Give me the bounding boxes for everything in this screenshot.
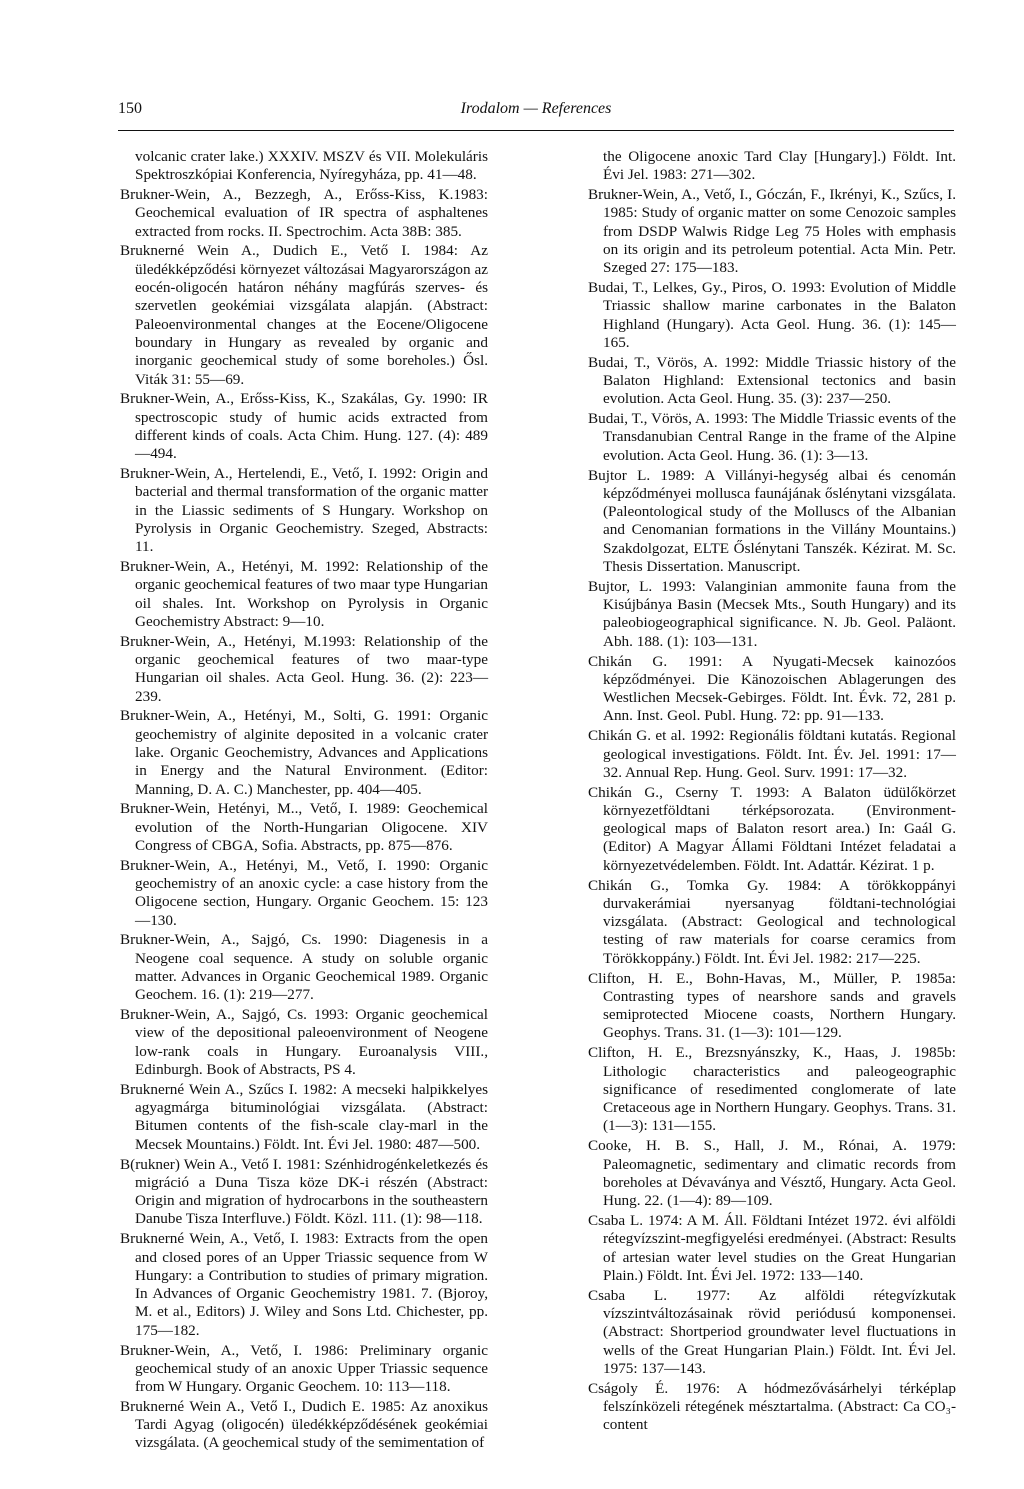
reference-entry: Bujtor, L. 1993: Valanginian ammonite fauna from the Kisújbánya Basin (Mecsek Mts., South Hungary) and its paleobiogeographical significance. N. Jb. Geol. Paläont. Abh. 188. (1): 103—131. (588, 577, 956, 650)
reference-entry: Brukner-Wein, Hetényi, M.., Vető, I. 1989: Geochemical evolution of the North-Hungarian Oligocene. XIV Congress of CBGA, Sofia. Abstracts, pp. 875—876. (120, 800, 488, 854)
reference-entry: Clifton, H. E., Brezsnyánszky, K., Haas, J. 1985b: Lithologic characteristics and paleogeographic significance of resedimented conglomerate of late Cretaceous age in Northern Hungary. Geophys. Trans. 31. (1—3): 131—155. (588, 1044, 956, 1135)
reference-entry: Brukner-Wein, A., Vető, I., Góczán, F., Ikrényi, K., Szűcs, I. 1985: Study of organic matter on some Cenozoic samples from DSDP Walwis Ridge Leg 75 Holes with emphasis on its origin and its petroleum potential. Acta Min. Petr. Szeged 27: 175—183. (588, 186, 956, 277)
reference-entry: Bruknerné Wein A., Dudich E., Vető I. 1984: Az üledékképződési környezet változásai Magyarországon az eocén-oligocén határon néhány magfúrás szerves- és szervetlen geokémiai vizsgálata alapján. (Abstract: Paleoenvironmental changes at the Eocene/Oligocene boundary in Hungary as revealed by organic and inorganic geochemical study of some boreholes.) Ősl. Viták 31: 55—69. (120, 242, 488, 388)
reference-column-left (120, 148, 488, 1454)
reference-entry: Brukner-Wein, A., Hetényi, M. 1992: Relationship of the organic geochemical features of two maar type Hungarian oil shales. Int. Workshop on Pyrolysis in Organic Geochemistry Abstract: 9—10. (120, 558, 488, 630)
reference-entry: B(rukner) Wein A., Vető I. 1981: Szénhidrogénkeletkezés és migráció a Duna Tisza köze DK-i részén (Abstract: Origin and migration of hydrocarbons in the southeastern Danube Tisza Interfluve.) Földt. Közl. 111. (1): 98—118. (120, 1155, 488, 1228)
reference-entry: Csaba L. 1977: Az alföldi rétegvízkutak vízszintváltozásainak rövid periódusú komponensei. (Abstract: Shortperiod groundwater level fluctuations in wells of the Great Hungarian Plain.) Földt. Int. Évi Jel. 1975: 137—143. (588, 1286, 956, 1377)
reference-entry: Brukner-Wein, A., Sajgó, Cs. 1993: Organic geochemical view of the depositional paleoenvironment of Neogene low-rank coals in Hungary. Euroanalysis VIII., Edinburgh. Book of Abstracts, PS 4. (120, 1006, 488, 1079)
header-rule (118, 130, 954, 131)
reference-entry: Clifton, H. E., Bohn-Havas, M., Müller, P. 1985a: Contrasting types of nearshore sands and gravels semiprotected Miocene coasts, Northern Hungary. Geophys. Trans. 31. (1—3): 101—129. (588, 969, 956, 1042)
reference-entry: Chikán G., Cserny T. 1993: A Balaton üdülőkörzet környezetföldtani térképsorozata. (Environment-geological maps of Balaton resort area.) In: Gaál G. (Editor) A Magyar Állami Földtani Intézet feladatai a környezetvédelemben. Földt. Int. Adattár. Kézirat. 1 p. (588, 783, 956, 874)
reference-entry: Brukner-Wein, A., Hertelendi, E., Vető, I. 1992: Origin and bacterial and thermal transformation of the organic matter in the Liassic sediments of S Hungary. Workshop on Pyrolysis in Organic Geochemistry. Szeged, Abstracts: 11. (120, 465, 488, 556)
reference-entry: Brukner-Wein, A., Sajgó, Cs. 1990: Diagenesis in a Neogene coal sequence. A study on soluble organic matter. Advances in Organic Geochemical 1989. Organic Geochem. 16. (1): 219—277. (120, 931, 488, 1004)
reference-entry: Cooke, H. B. S., Hall, J. M., Rónai, A. 1979: Paleomagnetic, sedimentary and climatic records from boreholes at Dévaványa and Vésztő, Hungary. Acta Geol. Hung. 22. (1—4): 89—109. (588, 1137, 956, 1210)
reference-entry: Chikán G. 1991: A Nyugati-Mecsek kainozóos képződményei. Die Känozoischen Ablagerungen des Westlichen Mecsek-Gebirges. Földt. Int. Évk. 72, 281 p. Ann. Inst. Geol. Publ. Hung. 72: pp. 91—133. (588, 652, 956, 725)
reference-entry: Bruknerné Wein, A., Vető, I. 1983: Extracts from the open and closed pores of an Upper Triassic sequence from W Hungary: a Contribution to studies of primary migration. In Advances of Organic Geochemistry 1981. 7. (Bjoroy, M. et al., Editors) J. Wiley and Sons Ltd. Chichester, pp. 175—182. (120, 1230, 488, 1339)
reference-entry: Csaba L. 1974: A M. Áll. Földtani Intézet 1972. évi alföldi rétegvízszint-megfigyelési eredményei. (Abstract: Results of artesian water level studies on the Great Hungarian Plain.) Földt. Int. Évi Jel. 1972: 133—140. (588, 1211, 956, 1284)
reference-entry: Bruknerné Wein A., Szűcs I. 1982: A mecseki halpikkelyes agyagmárga bituminológiai vizsgálata. (Abstract: Bitumen contents of the fish-scale clay-marl in the Mecsek Mountains.) Földt. Int. Évi Jel. 1980: 487—500. (120, 1080, 488, 1153)
reference-entry: Cságoly É. 1976: A hódmezővásárhelyi térképlap felszínközeli rétegének mésztartalma. (Abstract: Ca CO₃-content (588, 1379, 956, 1434)
reference-entry: Budai, T., Vörös, A. 1992: Middle Triassic history of the Balaton Highland: Extensional tectonics and basin evolution. Acta Geol. Hung. 35. (3): 237—250. (588, 353, 956, 408)
reference-entry: Bruknerné Wein A., Vető I., Dudich E. 1985: Az anoxikus Tardi Agyag (oligocén) üledékképződésének geokémiai vizsgálata. (A geochemical study of the semimentation of (120, 1397, 488, 1452)
reference-entry: Chikán G., Tomka Gy. 1984: A törökkoppányi durvakerámiai nyersanyag földtani-technológiai vizsgálata. (Abstract: Geological and technological testing of raw materials for coarse ceramics from Törökkoppány.) Földt. Int. Évi Jel. 1982: 217—225. (588, 876, 956, 967)
reference-entry: Brukner-Wein, A., Hetényi, M.1993: Relationship of the organic geochemical features of two maar-type Hungarian oil shales. Acta Geol. Hung. 36. (2): 223—239. (120, 632, 488, 705)
page-header (118, 96, 954, 126)
reference-entry: Budai, T., Vörös, A. 1993: The Middle Triassic events of the Transdanubian Central Range in the frame of the Alpine evolution. Acta Geol. Hung. 36. (1): 3—13. (588, 410, 956, 464)
running-title: Irodalom — References (460, 100, 612, 117)
reference-entry: Brukner-Wein, A., Vető, I. 1986: Preliminary organic geochemical study of an anoxic Upper Triassic sequence from W Hungary. Organic Geochem. 10: 113—118. (120, 1341, 488, 1396)
reference-column-right (588, 148, 956, 1436)
reference-entry: Brukner-Wein, A., Erőss-Kiss, K., Szakálas, Gy. 1990: IR spectroscopic study of humic acids extracted from different kinds of coals. Acta Chim. Hung. 127. (4): 489—494. (120, 390, 488, 463)
reference-entry: Brukner-Wein, A., Hetényi, M., Vető, I. 1990: Organic geochemistry of an anoxic cycle: a case history from the Oligocene section, Hungary. Organic Geochem. 15: 123—130. (120, 856, 488, 929)
reference-entry: Chikán G. et al. 1992: Regionális földtani kutatás. Regional geological investigations. Földt. Int. Év. Jel. 1991: 17—32. Annual Rep. Hung. Geol. Surv. 1991: 17—32. (588, 727, 956, 781)
page-number: 150 (118, 100, 142, 117)
reference-entry: the Oligocene anoxic Tard Clay [Hungary].) Földt. Int. Évi Jel. 1983: 271—302. (603, 148, 956, 184)
reference-entry: volcanic crater lake.) XXXIV. MSZV és VII. Molekuláris Spektroszkópiai Konferencia, Nyíregyháza, pp. 41—48. (135, 148, 488, 184)
reference-entry: Budai, T., Lelkes, Gy., Piros, O. 1993: Evolution of Middle Triassic shallow marine carbonates in the Balaton Highland (Hungary). Acta Geol. Hung. 36. (1): 145—165. (588, 279, 956, 351)
reference-entry: Brukner-Wein, A., Bezzegh, A., Erőss-Kiss, K.1983: Geochemical evaluation of IR spectra of asphaltenes extracted from rocks. II. Spectrochim. Acta 38B: 385. (120, 186, 488, 240)
reference-entry: Brukner-Wein, A., Hetényi, M., Solti, G. 1991: Organic geochemistry of alginite deposited in a volcanic crater lake. Organic Geochemistry, Advances and Applications in Energy and the Natural Environment. (Editor: Manning, D. A. C.) Manchester, pp. 404—405. (120, 707, 488, 798)
reference-entry: Bujtor L. 1989: A Villányi-hegység albai és cenomán képződményei mollusca faunájának őslénytani vizsgálata. (Paleontological study of the Molluscs of the Albanian and Cenomanian formations in the Villány Mountains.) Szakdolgozat, ELTE Őslénytani Tanszék. Kézirat. M. Sc. Thesis Dissertation. Manuscript. (588, 466, 956, 576)
